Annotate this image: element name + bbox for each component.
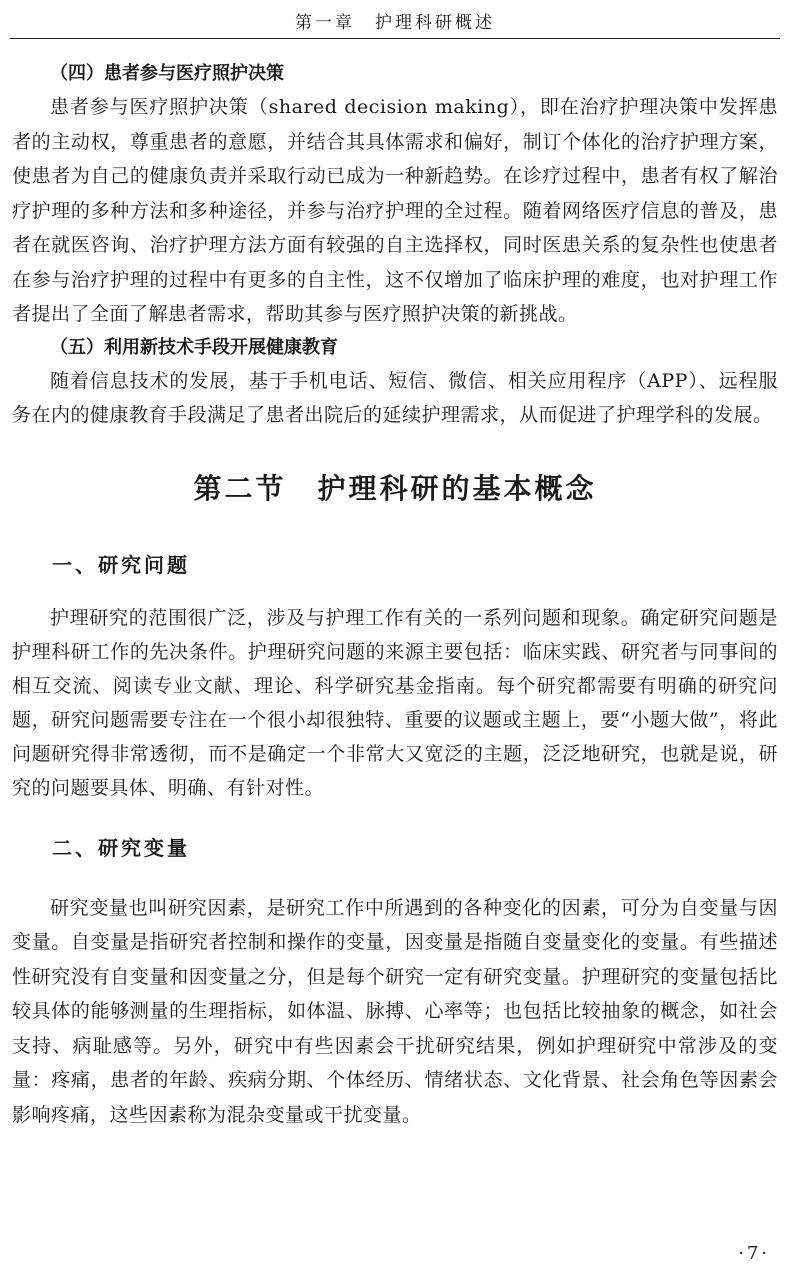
running-head: 第一章 护理科研概述 xyxy=(10,8,780,39)
heading-research-variables: 二、研究变量 xyxy=(52,835,190,860)
subsection-heading-4: （四）患者参与医疗照护决策 xyxy=(50,63,284,84)
paragraph-health-education: 随着信息技术的发展，基于手机电话、短信、微信、相关应用程序（APP）、远程服务在内的健康教育手段满足了患者出院后的延续护理需求，从而促进了护理学科的发展。 xyxy=(12,369,778,426)
section-title: 第二节 护理科研的基本概念 xyxy=(193,471,597,505)
page-number: ·7· xyxy=(738,1243,770,1264)
paragraph-shared-decision: 患者参与医疗照护决策（shared decision making），即在治疗护理决策中发挥患者的主动权，尊重患者的意愿，并结合其具体需求和偏好，制订个体化的治疗护理方案，使患者为自己的健康负责并采取行动已成为一种新趋势。在诊疗过程中，患者有权了解治疗护理的多种方法和多种途径，并参与治疗护理的全过程。随着网络医疗信息的普及，患者在就医咨询、治疗护理方法方面有较强的自主选择权，同时医患关系的复杂性也使患者在参与治疗护理的过程中有更多的自主性，这不仅增加了临床护理的难度，也对护理工作者提出了全面了解患者需求，帮助其参与医疗照护决策的新挑战。 xyxy=(12,96,778,325)
subsection-heading-5: （五）利用新技术手段开展健康教育 xyxy=(50,336,338,358)
paragraph-research-variables: 研究变量也叫研究因素，是研究工作中所遇到的各种变化的因素，可分为自变量与因变量。自变量是指研究者控制和操作的变量，因变量是指随自变量变化的变量。有些描述性研究没有自变量和因变量之分，但是每个研究一定有研究变量。护理研究的变量包括比较具体的能够测量的生理指标，如体温、脉搏、心率等；也包括比较抽象的概念，如社会支持、病耻感等。另外，研究中有些因素会干扰研究结果，例如护理研究中常涉及的变量：疼痛，患者的年龄、疾病分期、个体经历、情绪状态、文化背景、社会角色等因素会影响疼痛，这些因素称为混杂变量或干扰变量。 xyxy=(12,896,778,1126)
paragraph-research-question: 护理研究的范围很广泛，涉及与护理工作有关的一系列问题和现象。确定研究问题是护理科研工作的先决条件。护理研究问题的来源主要包括：临床实践、研究者与同事间的相互交流、阅读专业文献、理论、科学研究基金指南。每个研究都需要有明确的研究问题，研究问题需要专注在一个很小却很独特、重要的议题或主题上，要“小题大做”，将此问题研究得非常透彻，而不是确定一个非常大又宽泛的主题，泛泛地研究，也就是说，研究的问题要具体、明确、有针对性。 xyxy=(12,606,778,799)
page-body xyxy=(12,58,778,1132)
heading-research-question: 一、研究问题 xyxy=(52,552,190,577)
